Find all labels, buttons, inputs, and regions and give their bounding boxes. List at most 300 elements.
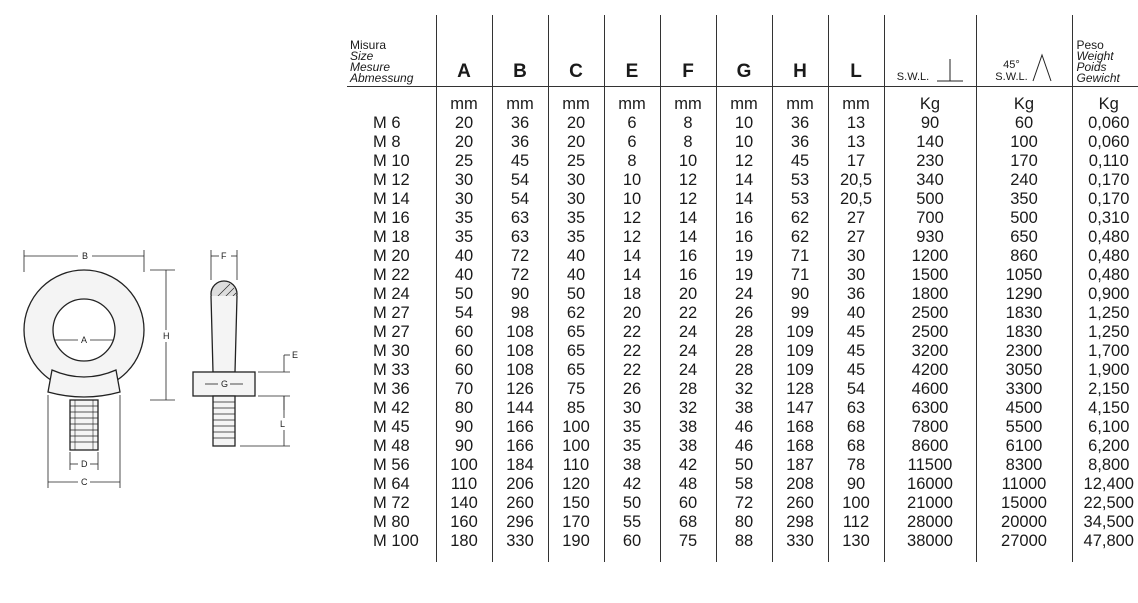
value-cell: 140 xyxy=(884,133,976,152)
value-cell: 1500 xyxy=(884,266,976,285)
value-cell: 54 xyxy=(436,304,492,323)
value-cell: 6100 xyxy=(976,437,1072,456)
label-d: D xyxy=(81,459,88,469)
table-row xyxy=(347,456,1138,475)
sep-cell xyxy=(1072,87,1138,96)
value-cell: 16 xyxy=(660,247,716,266)
header-size-fr: Mesure xyxy=(350,62,436,73)
value-cell: 16 xyxy=(716,209,772,228)
unit-cell: mm xyxy=(660,95,716,114)
value-cell: 68 xyxy=(828,418,884,437)
value-cell: 22,500 xyxy=(1072,494,1138,513)
value-cell: 3300 xyxy=(976,380,1072,399)
size-cell: M 6 xyxy=(347,114,436,133)
value-cell: 500 xyxy=(976,209,1072,228)
size-cell: M 27 xyxy=(347,304,436,323)
value-cell: 27 xyxy=(828,209,884,228)
value-cell: 60 xyxy=(436,361,492,380)
value-cell: 7800 xyxy=(884,418,976,437)
unit-cell: Kg xyxy=(1072,95,1138,114)
value-cell: 16 xyxy=(660,266,716,285)
value-cell: 27 xyxy=(828,228,884,247)
value-cell: 60 xyxy=(436,323,492,342)
value-cell: 20 xyxy=(660,285,716,304)
value-cell: 0,480 xyxy=(1072,247,1138,266)
value-cell: 99 xyxy=(772,304,828,323)
value-cell: 4500 xyxy=(976,399,1072,418)
value-cell: 60 xyxy=(436,342,492,361)
value-cell: 1,700 xyxy=(1072,342,1138,361)
value-cell: 190 xyxy=(548,532,604,562)
value-cell: 260 xyxy=(492,494,548,513)
value-cell: 230 xyxy=(884,152,976,171)
value-cell: 28 xyxy=(716,361,772,380)
size-cell: M 33 xyxy=(347,361,436,380)
value-cell: 6,200 xyxy=(1072,437,1138,456)
value-cell: 12 xyxy=(604,228,660,247)
value-cell: 38 xyxy=(716,399,772,418)
value-cell: 100 xyxy=(548,437,604,456)
table-row xyxy=(347,228,1138,247)
value-cell: 180 xyxy=(436,532,492,562)
value-cell: 1050 xyxy=(976,266,1072,285)
value-cell: 20,5 xyxy=(828,190,884,209)
header-weight-it: Peso xyxy=(1077,40,1138,51)
table-body xyxy=(347,87,1138,563)
value-cell: 40 xyxy=(436,247,492,266)
value-cell: 48 xyxy=(660,475,716,494)
table-row xyxy=(347,475,1138,494)
table-row xyxy=(347,399,1138,418)
value-cell: 26 xyxy=(604,380,660,399)
value-cell: 1830 xyxy=(976,323,1072,342)
value-cell: 28 xyxy=(716,342,772,361)
value-cell: 1200 xyxy=(884,247,976,266)
value-cell: 25 xyxy=(436,152,492,171)
value-cell: 46 xyxy=(716,418,772,437)
sep-cell xyxy=(347,87,436,96)
dimensions-table xyxy=(347,15,1138,562)
value-cell: 0,310 xyxy=(1072,209,1138,228)
value-cell: 12 xyxy=(660,190,716,209)
value-cell: 166 xyxy=(492,418,548,437)
value-cell: 11000 xyxy=(976,475,1072,494)
sep-cell xyxy=(884,87,976,96)
sep-cell xyxy=(492,87,548,96)
table-row xyxy=(347,342,1138,361)
value-cell: 2500 xyxy=(884,323,976,342)
header-dim-e: E xyxy=(604,15,660,87)
value-cell: 140 xyxy=(436,494,492,513)
value-cell: 330 xyxy=(492,532,548,562)
value-cell: 24 xyxy=(660,342,716,361)
label-f: F xyxy=(221,251,227,261)
value-cell: 45 xyxy=(828,361,884,380)
value-cell: 63 xyxy=(828,399,884,418)
table-row xyxy=(347,418,1138,437)
value-cell: 16000 xyxy=(884,475,976,494)
value-cell: 28000 xyxy=(884,513,976,532)
value-cell: 3200 xyxy=(884,342,976,361)
value-cell: 36 xyxy=(492,114,548,133)
value-cell: 6 xyxy=(604,133,660,152)
value-cell: 30 xyxy=(548,190,604,209)
unit-cell: mm xyxy=(772,95,828,114)
value-cell: 0,060 xyxy=(1072,114,1138,133)
value-cell: 80 xyxy=(716,513,772,532)
label-a: A xyxy=(81,335,87,345)
value-cell: 14 xyxy=(660,209,716,228)
value-cell: 13 xyxy=(828,133,884,152)
value-cell: 53 xyxy=(772,171,828,190)
unit-cell: mm xyxy=(436,95,492,114)
value-cell: 24 xyxy=(660,323,716,342)
header-dim-g: G xyxy=(716,15,772,87)
value-cell: 40 xyxy=(548,266,604,285)
dim-e xyxy=(258,355,290,410)
value-cell: 184 xyxy=(492,456,548,475)
header-swl-angle xyxy=(976,15,1072,87)
table-row xyxy=(347,323,1138,342)
value-cell: 35 xyxy=(548,209,604,228)
value-cell: 340 xyxy=(884,171,976,190)
value-cell: 0,170 xyxy=(1072,190,1138,209)
value-cell: 22 xyxy=(604,361,660,380)
value-cell: 8 xyxy=(660,133,716,152)
label-g: G xyxy=(221,379,228,389)
value-cell: 34,500 xyxy=(1072,513,1138,532)
sep-cell xyxy=(660,87,716,96)
value-cell: 38 xyxy=(660,418,716,437)
table-row xyxy=(347,152,1138,171)
header-dim-h: H xyxy=(772,15,828,87)
value-cell: 1830 xyxy=(976,304,1072,323)
value-cell: 65 xyxy=(548,323,604,342)
value-cell: 63 xyxy=(492,209,548,228)
header-dim-a: A xyxy=(436,15,492,87)
value-cell: 36 xyxy=(772,133,828,152)
value-cell: 4,150 xyxy=(1072,399,1138,418)
header-dim-l: L xyxy=(828,15,884,87)
table-row xyxy=(347,114,1138,133)
value-cell: 35 xyxy=(604,437,660,456)
value-cell: 108 xyxy=(492,342,548,361)
header-swl-label: S.W.L. xyxy=(897,71,929,83)
table-row xyxy=(347,247,1138,266)
value-cell: 1290 xyxy=(976,285,1072,304)
value-cell: 30 xyxy=(604,399,660,418)
size-cell: M 22 xyxy=(347,266,436,285)
header-size-en: Size xyxy=(350,51,436,62)
size-cell: M 80 xyxy=(347,513,436,532)
label-l: L xyxy=(280,419,285,429)
value-cell: 22 xyxy=(660,304,716,323)
value-cell: 16 xyxy=(716,228,772,247)
sep-cell xyxy=(976,87,1072,96)
value-cell: 75 xyxy=(548,380,604,399)
value-cell: 130 xyxy=(828,532,884,562)
eye-bolt-drawing-svg xyxy=(0,0,345,598)
unit-cell: mm xyxy=(828,95,884,114)
value-cell: 1800 xyxy=(884,285,976,304)
table-row xyxy=(347,437,1138,456)
units-cell-blank xyxy=(347,95,436,114)
value-cell: 168 xyxy=(772,437,828,456)
side-thread xyxy=(213,396,235,446)
value-cell: 30 xyxy=(828,266,884,285)
size-cell: M 100 xyxy=(347,532,436,562)
value-cell: 0,480 xyxy=(1072,266,1138,285)
value-cell: 40 xyxy=(828,304,884,323)
value-cell: 5500 xyxy=(976,418,1072,437)
value-cell: 166 xyxy=(492,437,548,456)
unit-cell: mm xyxy=(492,95,548,114)
value-cell: 120 xyxy=(548,475,604,494)
value-cell: 110 xyxy=(436,475,492,494)
value-cell: 160 xyxy=(436,513,492,532)
value-cell: 128 xyxy=(772,380,828,399)
table-row xyxy=(347,285,1138,304)
value-cell: 0,060 xyxy=(1072,133,1138,152)
value-cell: 98 xyxy=(492,304,548,323)
value-cell: 15000 xyxy=(976,494,1072,513)
value-cell: 62 xyxy=(548,304,604,323)
value-cell: 90 xyxy=(772,285,828,304)
value-cell: 28 xyxy=(660,380,716,399)
sep-cell xyxy=(772,87,828,96)
label-h: H xyxy=(163,331,170,341)
value-cell: 8,800 xyxy=(1072,456,1138,475)
header-dim-c: C xyxy=(548,15,604,87)
value-cell: 63 xyxy=(492,228,548,247)
value-cell: 20 xyxy=(548,133,604,152)
value-cell: 8600 xyxy=(884,437,976,456)
value-cell: 45 xyxy=(772,152,828,171)
value-cell: 11500 xyxy=(884,456,976,475)
value-cell: 20 xyxy=(548,114,604,133)
value-cell: 25 xyxy=(548,152,604,171)
vertical-load-icon xyxy=(937,57,963,83)
value-cell: 68 xyxy=(828,437,884,456)
spec-table xyxy=(347,15,1138,562)
value-cell: 55 xyxy=(604,513,660,532)
value-cell: 38000 xyxy=(884,532,976,562)
value-cell: 35 xyxy=(436,209,492,228)
sep-cell xyxy=(436,87,492,96)
value-cell: 26 xyxy=(716,304,772,323)
value-cell: 42 xyxy=(660,456,716,475)
value-cell: 60 xyxy=(976,114,1072,133)
value-cell: 3050 xyxy=(976,361,1072,380)
value-cell: 71 xyxy=(772,266,828,285)
value-cell: 71 xyxy=(772,247,828,266)
header-swl-angle-value: 45° xyxy=(1003,59,1020,71)
header-size-de: Abmessung xyxy=(350,73,436,84)
value-cell: 65 xyxy=(548,342,604,361)
table-row xyxy=(347,532,1138,562)
value-cell: 30 xyxy=(436,171,492,190)
value-cell: 90 xyxy=(492,285,548,304)
value-cell: 4600 xyxy=(884,380,976,399)
value-cell: 240 xyxy=(976,171,1072,190)
value-cell: 10 xyxy=(716,133,772,152)
value-cell: 32 xyxy=(660,399,716,418)
value-cell: 1,250 xyxy=(1072,323,1138,342)
value-cell: 24 xyxy=(660,361,716,380)
value-cell: 36 xyxy=(772,114,828,133)
value-cell: 1,250 xyxy=(1072,304,1138,323)
size-cell: M 20 xyxy=(347,247,436,266)
table-row xyxy=(347,209,1138,228)
table-row xyxy=(347,190,1138,209)
header-size-it: Misura xyxy=(350,40,436,51)
value-cell: 12 xyxy=(604,209,660,228)
value-cell: 10 xyxy=(660,152,716,171)
value-cell: 20 xyxy=(436,114,492,133)
side-shank xyxy=(211,296,237,372)
value-cell: 60 xyxy=(660,494,716,513)
value-cell: 90 xyxy=(436,418,492,437)
value-cell: 2500 xyxy=(884,304,976,323)
size-cell: M 72 xyxy=(347,494,436,513)
value-cell: 147 xyxy=(772,399,828,418)
table-row xyxy=(347,380,1138,399)
value-cell: 65 xyxy=(548,361,604,380)
value-cell: 85 xyxy=(548,399,604,418)
value-cell: 10 xyxy=(604,190,660,209)
header-swl-vertical xyxy=(884,15,976,87)
value-cell: 36 xyxy=(492,133,548,152)
value-cell: 19 xyxy=(716,247,772,266)
value-cell: 14 xyxy=(716,171,772,190)
value-cell: 108 xyxy=(492,323,548,342)
value-cell: 144 xyxy=(492,399,548,418)
angle-load-icon xyxy=(1031,53,1053,83)
value-cell: 168 xyxy=(772,418,828,437)
value-cell: 100 xyxy=(976,133,1072,152)
value-cell: 170 xyxy=(548,513,604,532)
value-cell: 14 xyxy=(660,228,716,247)
label-e: E xyxy=(292,350,298,360)
value-cell: 38 xyxy=(604,456,660,475)
value-cell: 208 xyxy=(772,475,828,494)
value-cell: 24 xyxy=(716,285,772,304)
table-row xyxy=(347,361,1138,380)
value-cell: 13 xyxy=(828,114,884,133)
value-cell: 20,5 xyxy=(828,171,884,190)
table-row xyxy=(347,266,1138,285)
value-cell: 296 xyxy=(492,513,548,532)
value-cell: 10 xyxy=(716,114,772,133)
value-cell: 100 xyxy=(548,418,604,437)
value-cell: 206 xyxy=(492,475,548,494)
value-cell: 10 xyxy=(604,171,660,190)
size-cell: M 12 xyxy=(347,171,436,190)
value-cell: 27000 xyxy=(976,532,1072,562)
value-cell: 30 xyxy=(548,171,604,190)
value-cell: 90 xyxy=(828,475,884,494)
size-cell: M 8 xyxy=(347,133,436,152)
value-cell: 20000 xyxy=(976,513,1072,532)
table-row xyxy=(347,494,1138,513)
value-cell: 22 xyxy=(604,342,660,361)
value-cell: 14 xyxy=(716,190,772,209)
value-cell: 54 xyxy=(492,171,548,190)
value-cell: 58 xyxy=(716,475,772,494)
value-cell: 8300 xyxy=(976,456,1072,475)
value-cell: 72 xyxy=(492,266,548,285)
sep-cell xyxy=(828,87,884,96)
size-cell: M 64 xyxy=(347,475,436,494)
size-cell: M 14 xyxy=(347,190,436,209)
value-cell: 54 xyxy=(492,190,548,209)
header-size xyxy=(347,15,436,87)
table-row xyxy=(347,133,1138,152)
value-cell: 45 xyxy=(492,152,548,171)
value-cell: 53 xyxy=(772,190,828,209)
value-cell: 18 xyxy=(604,285,660,304)
value-cell: 650 xyxy=(976,228,1072,247)
value-cell: 12,400 xyxy=(1072,475,1138,494)
value-cell: 108 xyxy=(492,361,548,380)
value-cell: 36 xyxy=(828,285,884,304)
value-cell: 8 xyxy=(660,114,716,133)
value-cell: 17 xyxy=(828,152,884,171)
value-cell: 30 xyxy=(436,190,492,209)
value-cell: 14 xyxy=(604,247,660,266)
value-cell: 109 xyxy=(772,323,828,342)
value-cell: 6,100 xyxy=(1072,418,1138,437)
value-cell: 62 xyxy=(772,209,828,228)
header-weight-de: Gewicht xyxy=(1077,73,1138,84)
value-cell: 0,900 xyxy=(1072,285,1138,304)
header-weight xyxy=(1072,15,1138,87)
units-row xyxy=(347,95,1138,114)
value-cell: 0,480 xyxy=(1072,228,1138,247)
header-row xyxy=(347,15,1138,87)
value-cell: 45 xyxy=(828,323,884,342)
value-cell: 170 xyxy=(976,152,1072,171)
sep-cell xyxy=(604,87,660,96)
value-cell: 68 xyxy=(660,513,716,532)
value-cell: 2,150 xyxy=(1072,380,1138,399)
size-cell: M 42 xyxy=(347,399,436,418)
sep-cell xyxy=(548,87,604,96)
value-cell: 109 xyxy=(772,361,828,380)
value-cell: 35 xyxy=(604,418,660,437)
header-weight-en: Weight xyxy=(1077,51,1138,62)
value-cell: 90 xyxy=(436,437,492,456)
value-cell: 109 xyxy=(772,342,828,361)
value-cell: 19 xyxy=(716,266,772,285)
value-cell: 100 xyxy=(436,456,492,475)
value-cell: 2300 xyxy=(976,342,1072,361)
value-cell: 298 xyxy=(772,513,828,532)
size-cell: M 48 xyxy=(347,437,436,456)
value-cell: 60 xyxy=(604,532,660,562)
value-cell: 88 xyxy=(716,532,772,562)
value-cell: 42 xyxy=(604,475,660,494)
value-cell: 187 xyxy=(772,456,828,475)
value-cell: 12 xyxy=(716,152,772,171)
header-dim-b: B xyxy=(492,15,548,87)
value-cell: 22 xyxy=(604,323,660,342)
value-cell: 4200 xyxy=(884,361,976,380)
unit-cell: Kg xyxy=(976,95,1072,114)
value-cell: 1,900 xyxy=(1072,361,1138,380)
size-cell: M 18 xyxy=(347,228,436,247)
value-cell: 40 xyxy=(548,247,604,266)
